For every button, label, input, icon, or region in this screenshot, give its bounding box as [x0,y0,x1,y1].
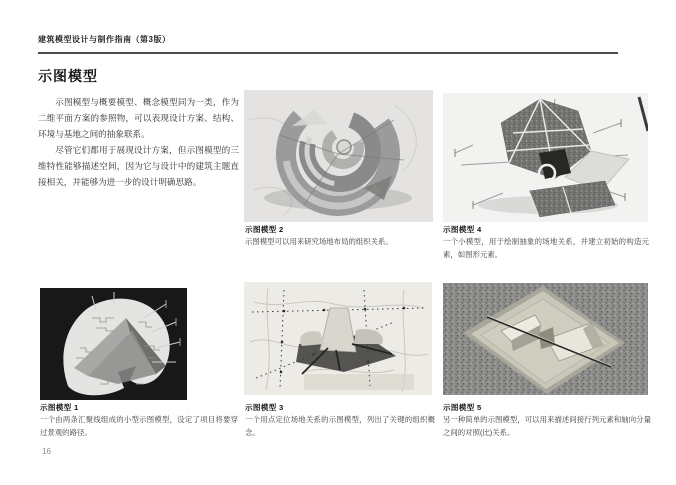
folded-model-illustration [40,288,187,400]
figure-title-model-1: 示图模型 1 [40,403,79,412]
spiral-model-illustration [244,90,433,222]
map-model-illustration [244,282,432,395]
figure-caption-model-3: 一个用点定位场地关系的示图模型，列出了关键的组织概念。 [245,415,435,437]
figure-title-model-3: 示图模型 3 [245,403,284,412]
photo-model-2 [244,90,433,222]
paragraph-2: 尽管它们都用于展现设计方案，但示图模型的三维特性能够描述空间，因为它与设计中的建筑主题直接相关，并能够为进一步的设计明确思路。 [38,145,239,187]
zigzag-model-illustration [443,283,648,395]
figure-caption-model-2: 示图模型可以用来研究场地布局的组织关系。 [245,237,393,246]
figure-title-model-5: 示图模型 5 [443,403,482,412]
figure-caption-model-1: 一个由两条汇聚线组成的小型示图模型，设定了项目将要穿过景观的路径。 [40,415,238,437]
photo-model-5 [443,283,648,395]
photo-model-4 [443,93,648,222]
page-number: 16 [42,447,51,456]
figure-title-model-4: 示图模型 4 [443,225,482,234]
fan-model-illustration [443,93,648,222]
photo-model-1 [40,288,187,400]
figure-caption-model-5: 另一种简单的示图模型，可以用来描述间接行列元素和轴向分量之间的对照(比)关系。 [443,415,651,437]
section-title: 示图模型 [38,68,98,84]
figure-title-model-2: 示图模型 2 [245,225,284,234]
paragraph-1: 示图模型与概要模型、概念模型同为一类，作为二维平面方案的参照物，可以表现设计方案、结构、环境与基地之间的抽象联系。 [38,97,239,139]
running-head: 建筑模型设计与制作指南（第3版） [38,35,171,44]
figure-caption-model-4: 一个小模型，用于绘制抽象的场地关系，并建立初始的构造元素，如图形元素。 [443,237,649,259]
body-text [38,94,239,190]
header-rule [38,52,618,54]
photo-model-3 [244,282,432,395]
